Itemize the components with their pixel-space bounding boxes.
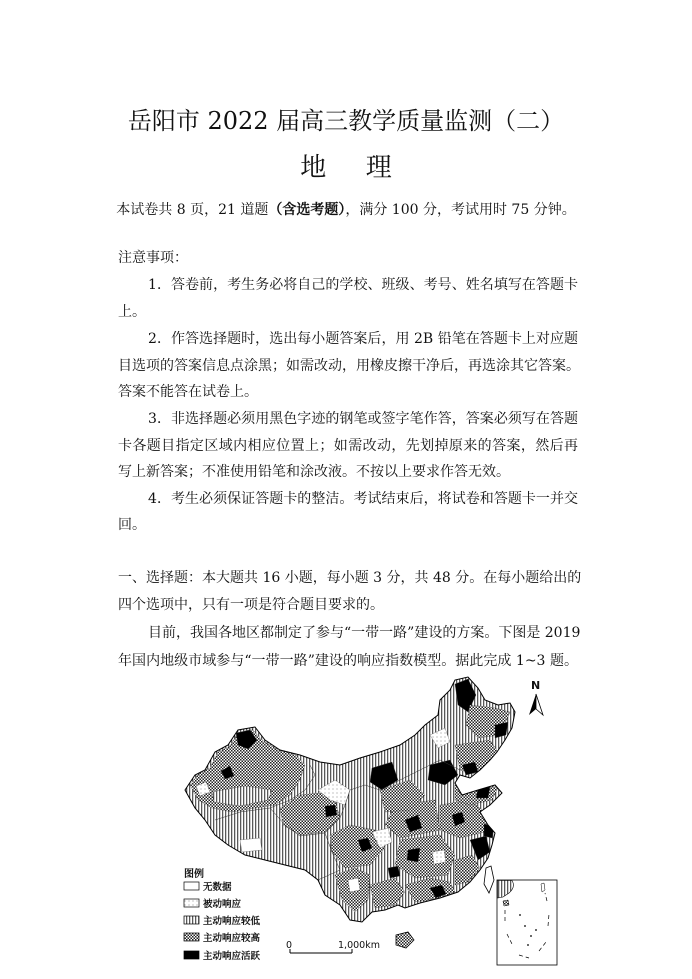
region-patch-checkered [455,740,500,775]
exam-title: 岳阳市 2022 届高三教学质量监测（二） [127,107,565,135]
notice-item-2-line-2: 目选项的答案信息点涂黑；如需改动，用橡皮擦干净后，再选涂其它答案。 [118,358,580,374]
notice-item-4-line-1: 4．考生必须保证答题卡的整洁。考试结束后，将试卷和答题卡一并交 [148,491,578,507]
subject-title: 地 理 [300,153,408,183]
region-patch-blank [240,838,262,852]
notice-item-1-line-2: 上。 [118,304,146,320]
legend-item-active-strong [184,950,261,962]
legend-label: 主动响应较高 [203,933,261,944]
section-heading-line-1: 一、选择题：本大题共 16 小题，每小题 3 分，共 48 分。在每小题给出的 [118,570,582,586]
map-legend [184,867,261,962]
north-arrow-icon [529,679,543,715]
section-heading-line-2: 四个选项中，只有一项是符合题目要求的。 [118,597,384,613]
inset-island [503,900,509,906]
question-intro-line-1: 目前，我国各地区都制定了参与“一带一路”建设的方案。下图是 2019 [148,625,581,641]
legend-label: 无数据 [203,882,232,893]
notice-heading: 注意事项： [118,250,188,266]
legend-item-active-low [184,915,261,927]
question-intro-line-2: 年国内地级市域参与“一带一路”建设的响应指数模型。据此完成 1~3 题。 [118,653,578,669]
notice-item-4-line-2: 回。 [118,517,146,533]
notice-item-2-line-3: 答案不能答在试卷上。 [118,384,258,400]
legend-label: 主动响应较低 [203,916,261,927]
legend-item-passive [184,898,242,910]
legend-swatch [184,933,199,941]
legend-item-no-data [184,881,232,893]
north-arrow-right [536,694,543,715]
notice-item-3-line-3: 写上新答案；不准使用铅笔和涂改液。不按以上要求作答无效。 [118,464,510,480]
inset-island [541,883,545,892]
inset-island-dot [530,935,532,937]
scale-end-label: 1,000km [338,940,380,951]
exam-info-text-end: ，满分 100 分，考试用时 75 分钟。 [345,202,576,218]
legend-swatch [184,916,199,924]
legend-label: 主动响应活跃 [203,951,261,962]
legend-item-active-high [184,932,261,944]
legend-swatch [184,899,199,907]
inset-island-dot [524,925,526,927]
china-response-map [175,670,570,970]
scale-start-label: 0 [286,940,293,951]
inset-island-dot [527,944,529,946]
hainan-island [396,932,414,948]
notice-item-3-line-2: 卡各题目指定区域内相应位置上；如需改动，先划掉原来的答案，然后再 [118,438,578,454]
legend-title: 图例 [184,869,204,880]
scale-bar [286,940,380,953]
region-patch-solid-black [325,805,337,817]
region-patch-solid-black [407,848,420,862]
notice-item-3-line-1: 3．非选择题必须用黑色字迹的钢笔或签字笔作答，答案必须写在答题 [148,411,578,427]
legend-label: 被动响应 [203,899,242,910]
north-label: N [531,679,541,692]
taiwan-island [484,866,494,893]
exam-info-text: 本试卷共 8 页，21 道题 [116,202,269,218]
region-patch-blank [348,878,360,892]
exam-info-bold-note: （含选考题） [268,202,346,218]
inset-island-dot [535,929,537,931]
legend-swatch [184,882,199,890]
exam-info-line [0,199,692,221]
notice-item-2-line-1: 2．作答选择题时，选出每小题答案后，用 2B 铅笔在答题卡上对应题 [148,331,578,347]
region-patch-dotted [432,850,446,864]
south-china-sea-inset [497,880,557,965]
region-patch-solid-black [388,866,400,878]
inset-island-dot [519,914,521,916]
north-arrow-left [529,694,536,715]
notice-item-1-line-1: 1．答卷前，考生务必将自己的学校、班级、考号、姓名填写在答题卡 [148,277,578,293]
legend-swatch [184,951,199,959]
